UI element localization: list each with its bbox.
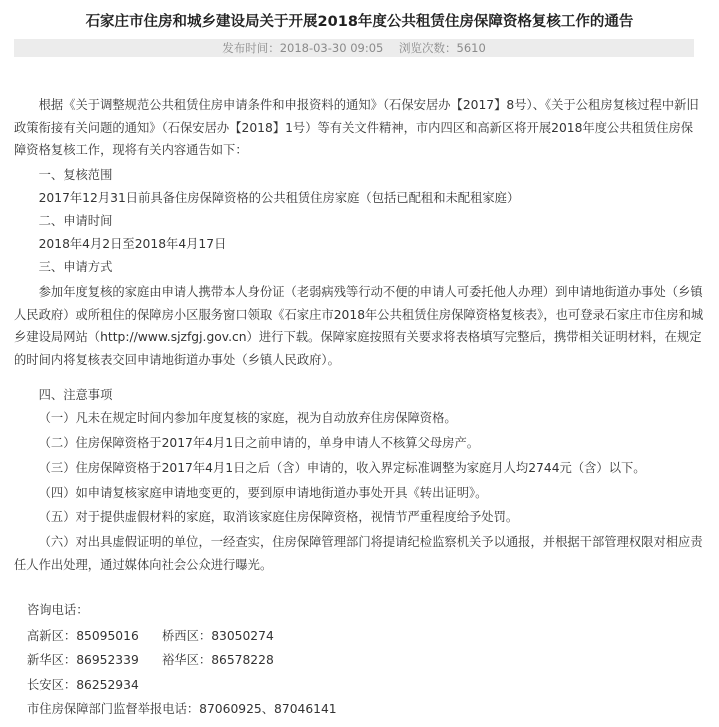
scope-paragraph: 2017年12月31日前具备住房保障资格的公共租赁住房家庭（包括已配租和未配租家庭） [38,191,520,205]
intro-paragraph: 根据《关于调整规范公共租赁住房申请条件和申报资料的通知》（石保安居办【2017】8号）、《关于公租房复核过程中新旧政策衔接有关问题的通知》（石保安居办【2018】1号）等有关文件精神，市内四区和高新区将开展2018年度公共租赁住房保障资格复核工作，现将有关内容通告如下： [14,98,699,157]
note-item: （一）凡未在规定时间内参加年度复核的家庭，视为自动放弃住房保障资格。 [38,411,457,425]
note-item: （四）如申请复核家庭申请地变更的，要到原申请地街道办事处开具《转出证明》。 [38,486,488,500]
article-meta-bar [14,39,694,57]
contact-changan: 长安区：86252934 [27,678,139,692]
publish-value: 2018-03-30 09:05 [279,41,384,55]
note-item: （五）对于提供虚假材料的家庭，取消该家庭住房保障资格，视情节严重程度给予处罚。 [38,510,519,524]
time-paragraph: 2018年4月2日至2018年4月17日 [38,237,227,251]
contact-qiaoxi: 桥西区：83050274 [162,629,274,643]
views-label: 浏览次数： [399,41,457,55]
article-title: 石家庄市住房和城乡建设局关于开展2018年度公共租赁住房保障资格复核工作的通告 [85,14,634,30]
section-heading-scope: 一、复核范围 [38,168,113,182]
section-heading-time: 二、申请时间 [38,214,113,228]
method-paragraph: 参加年度复核的家庭由申请人携带本人身份证（老弱病残等行动不便的申请人可委托他人办理）到申请地街道办事处（乡镇人民政府）或所租住的保障房小区服务窗口领取《石家庄市2018年公共租赁住房保障资格复核表》，也可登录石家庄市住房和城乡建设局网站（http://www.sjzfgj.gov.cn）进行下载。保障家庭按照有关要求将表格填写完整后，携带相关证明材料，在规定的时间内将复核表交回申请地街道办事处（乡镇人民政府）。 [14,285,704,367]
note-item: （二）住房保障资格于2017年4月1日之前申请的，单身申请人不核算父母房产。 [38,436,480,450]
contact-supervision: 市住房保障部门监督举报电话：87060925、87046141 [27,702,337,716]
publish-label: 发布时间： [222,41,280,55]
section-heading-notes: 四、注意事项 [38,388,113,402]
publish-time [222,41,383,55]
contact-gaoxin: 高新区：85095016 [27,629,139,643]
note-item: （三）住房保障资格于2017年4月1日之后（含）申请的，收入界定标准调整为家庭月人均2744元（含）以下。 [38,461,646,475]
contact-yuhua: 裕华区：86578228 [162,653,274,667]
note-item: （六）对出具虚假证明的单位，一经查实，住房保障管理部门将提请纪检监察机关予以通报，并根据干部管理权限对相应责任人作出处理，通过媒体向社会公众进行曝光。 [14,535,703,572]
views-value: 5610 [456,41,486,55]
view-count [399,41,486,55]
contact-heading: 咨询电话： [27,603,89,617]
section-heading-method: 三、申请方式 [38,260,113,274]
contact-xinhua: 新华区：86952339 [27,653,139,667]
